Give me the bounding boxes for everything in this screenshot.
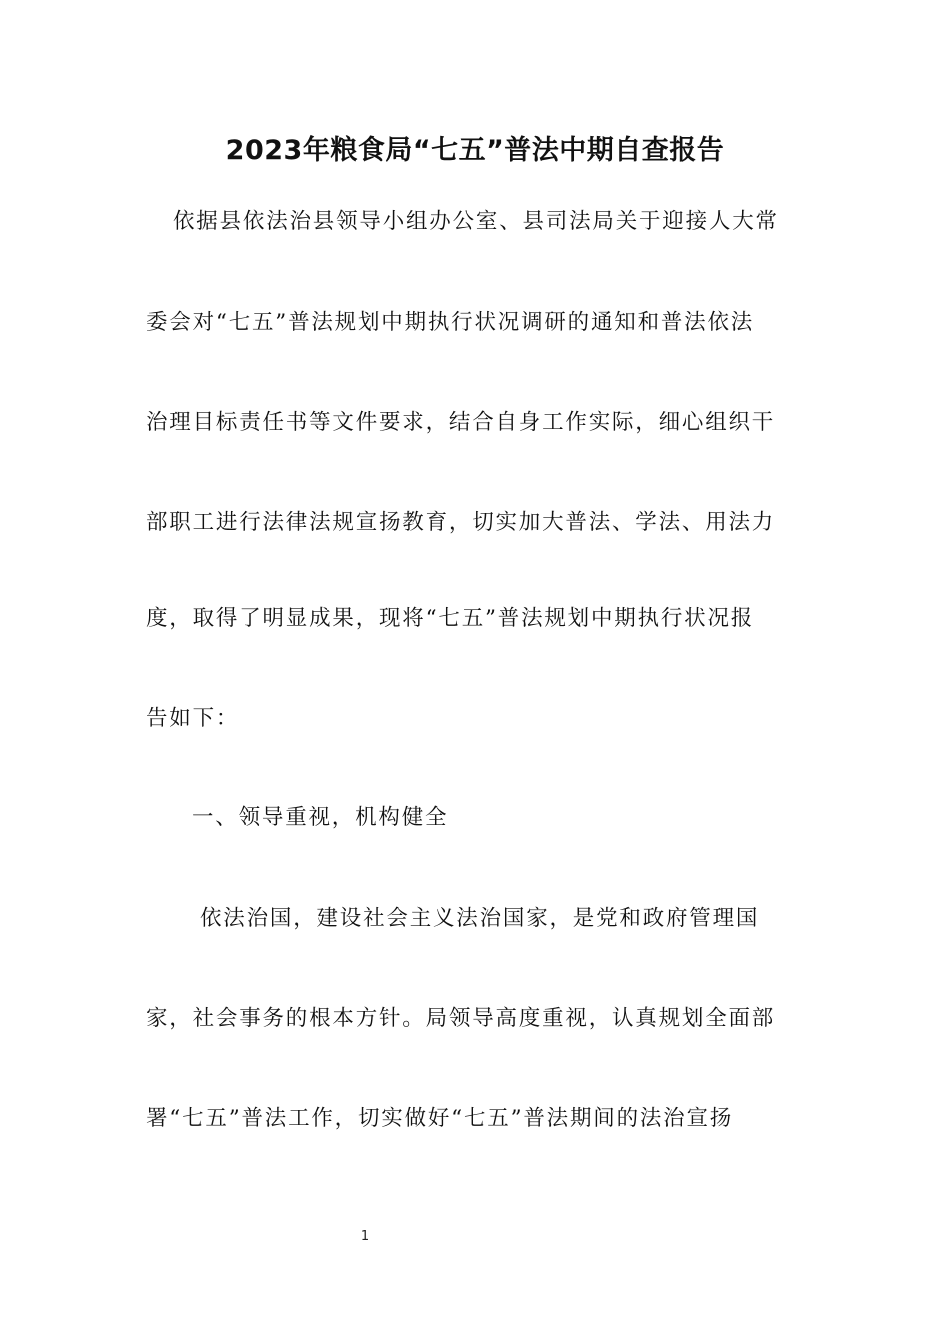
paragraph-line: 治理目标责任书等文件要求，结合自身工作实际，细心组织干 (146, 410, 776, 435)
section-heading: 一、领导重视，机构健全 (192, 805, 449, 830)
paragraph-line: 依法治国，建设社会主义法治国家，是党和政府管理国 (200, 906, 760, 931)
paragraph-line: 依据县依法治县领导小组办公室、县司法局关于迎接人大常 (173, 209, 779, 234)
paragraph-line: 部职工进行法律法规宣扬教育，切实加大普法、学法、用法力 (146, 510, 776, 535)
paragraph-line: 度，取得了明显成果，现将“七五”普法规划中期执行状况报 (146, 606, 755, 631)
paragraph-line: 署“七五”普法工作，切实做好“七五”普法期间的法治宣扬 (146, 1106, 734, 1131)
paragraph-line: 家，社会事务的根本方针。局领导高度重视，认真规划全面部 (146, 1006, 776, 1031)
paragraph-line: 告如下： (146, 706, 240, 731)
document-title: 2023年粮食局“七五”普法中期自查报告 (225, 135, 725, 166)
page-number: 1 (360, 1229, 370, 1244)
paragraph-line: 委会对“七五”普法规划中期执行状况调研的通知和普法依法 (146, 310, 755, 335)
